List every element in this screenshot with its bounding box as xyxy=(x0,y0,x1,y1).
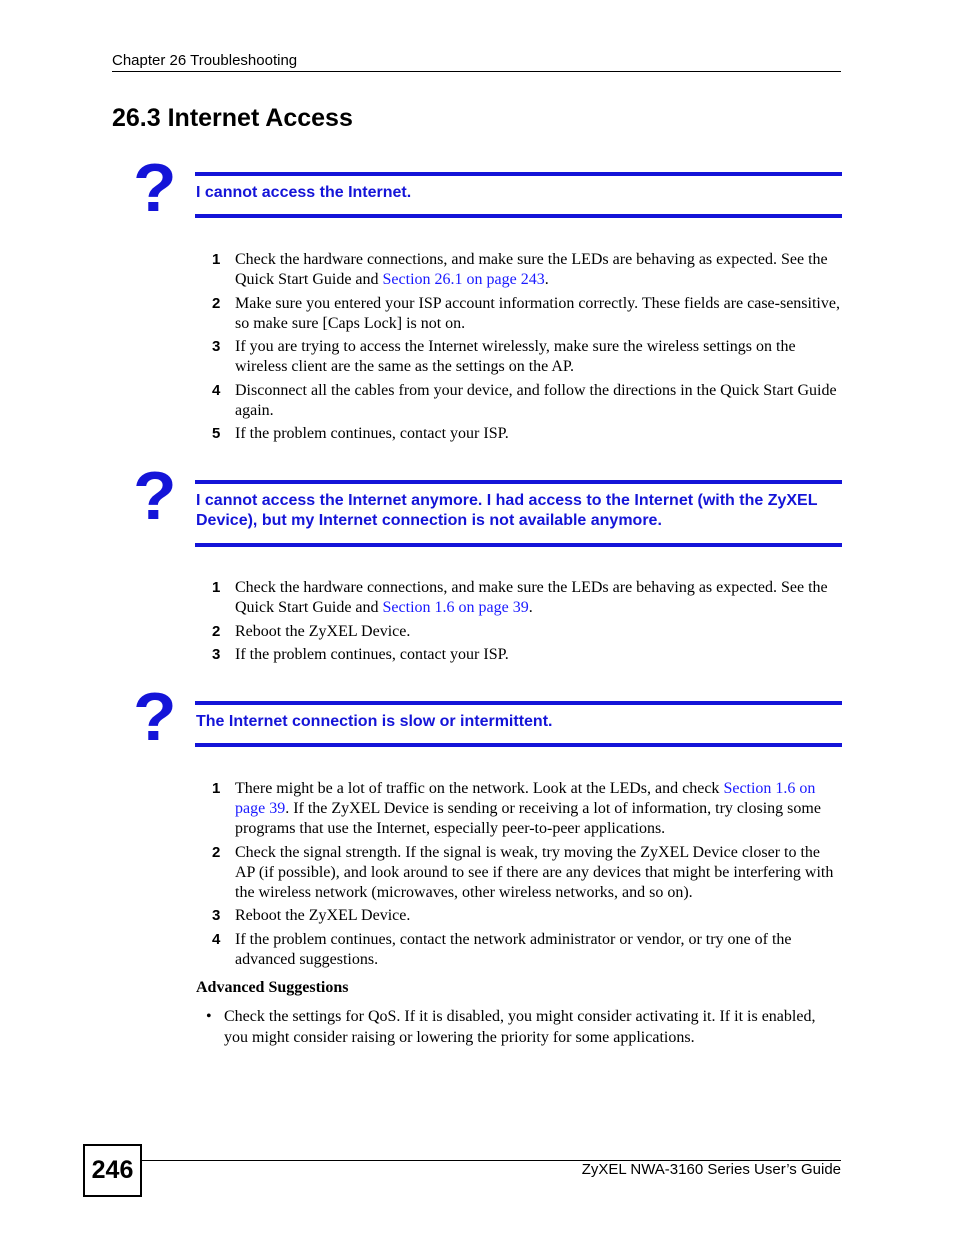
list-item xyxy=(0,906,841,926)
step-number: 4 xyxy=(212,381,221,399)
steps-list xyxy=(0,578,841,669)
section-title: 26.3 Internet Access xyxy=(112,104,353,132)
list-item xyxy=(0,381,841,421)
question-mark-icon: ? xyxy=(132,458,177,534)
step-text: If the problem continues, contact the network administrator or vendor, or try one of the advanced suggestions. xyxy=(235,930,792,968)
steps-list xyxy=(0,779,841,973)
list-item xyxy=(0,779,841,839)
question-bottom-bar xyxy=(195,543,842,547)
question-mark-icon: ? xyxy=(132,679,177,755)
step-text: If the problem continues, contact your ISP. xyxy=(235,425,509,442)
question-top-bar xyxy=(195,480,842,484)
step-number: 4 xyxy=(212,930,221,948)
list-item xyxy=(0,645,841,665)
step-text: Check the signal strength. If the signal is weak, try moving the ZyXEL Device closer to the AP (if possible), and look around to see if there are any devices that might be interfering with the wireless network (microwaves, other wireless networks, and so on). xyxy=(235,843,834,901)
step-number: 2 xyxy=(212,294,221,312)
step-number: 3 xyxy=(212,907,221,924)
list-item xyxy=(0,250,841,290)
question-top-bar xyxy=(195,172,842,176)
list-item xyxy=(0,294,841,334)
question-text: I cannot access the Internet. xyxy=(196,184,412,201)
cross-reference-link[interactable]: Section 1.6 on page 39 xyxy=(235,780,816,817)
page-number: 246 xyxy=(83,1144,142,1197)
step-number: 3 xyxy=(212,646,221,663)
step-text: Disconnect all the cables from your device, and follow the directions in the Quick Start Guide again. xyxy=(235,381,837,419)
list-item xyxy=(0,337,841,377)
header-rule xyxy=(112,71,841,72)
bullet-text: Check the settings for QoS. If it is disabled, you might consider activating it. If it is enabled, you might consider raising or lowering the priority for some applications. xyxy=(224,1008,816,1046)
question-text: The Internet connection is slow or intermittent. xyxy=(196,713,553,730)
step-text: If the problem continues, contact your ISP. xyxy=(235,646,509,663)
step-text: If you are trying to access the Internet wirelessly, make sure the wireless settings on the wireless client are the same as the settings on the AP. xyxy=(235,338,796,375)
step-number: 1 xyxy=(212,579,221,596)
step-text: Make sure you entered your ISP account information correctly. These fields are case-sensitive, so make sure [Caps Lock] is not on. xyxy=(235,294,840,332)
question-text: I cannot access the Internet anymore. I had access to the Internet (with the ZyXEL Device), but my Internet connection is not available anymore. xyxy=(196,492,818,529)
step-text: There might be a lot of traffic on the network. Look at the LEDs, and check Section 1.6 on page 39. If the ZyXEL Device is sending or receiving a lot of information, try closing some programs that use the Internet, especially peer-to-peer applications. xyxy=(235,780,821,837)
question-mark-icon: ? xyxy=(132,150,177,226)
advanced-suggestions-heading: Advanced Suggestions xyxy=(196,979,349,996)
step-text: Reboot the ZyXEL Device. xyxy=(235,622,411,640)
list-item xyxy=(0,843,841,903)
list-item xyxy=(0,930,841,970)
list-item xyxy=(0,622,841,642)
cross-reference-link[interactable]: Section 26.1 on page 243 xyxy=(382,271,545,288)
step-text: Reboot the ZyXEL Device. xyxy=(235,907,411,924)
step-number: 1 xyxy=(212,251,221,268)
guide-title: ZyXEL NWA-3160 Series User’s Guide xyxy=(581,1161,841,1178)
step-text: Check the hardware connections, and make sure the LEDs are behaving as expected. See the Quick Start Guide and Section 1.6 on page 39. xyxy=(235,579,828,616)
bullet-icon: • xyxy=(206,1008,212,1025)
list-item xyxy=(0,578,841,618)
list-item xyxy=(0,424,841,444)
running-header: Chapter 26 Troubleshooting xyxy=(112,52,298,69)
step-number: 1 xyxy=(212,780,221,797)
step-number: 2 xyxy=(212,622,221,640)
cross-reference-link[interactable]: Section 1.6 on page 39 xyxy=(382,599,529,616)
step-text: Check the hardware connections, and make sure the LEDs are behaving as expected. See the Quick Start Guide and Section 26.1 on page 243. xyxy=(235,251,828,288)
steps-list xyxy=(0,250,841,448)
step-number: 3 xyxy=(212,338,221,355)
question-top-bar xyxy=(195,701,842,705)
step-number: 5 xyxy=(212,425,221,442)
question-bottom-bar xyxy=(195,214,842,218)
question-bottom-bar xyxy=(195,743,842,747)
step-number: 2 xyxy=(212,843,221,861)
